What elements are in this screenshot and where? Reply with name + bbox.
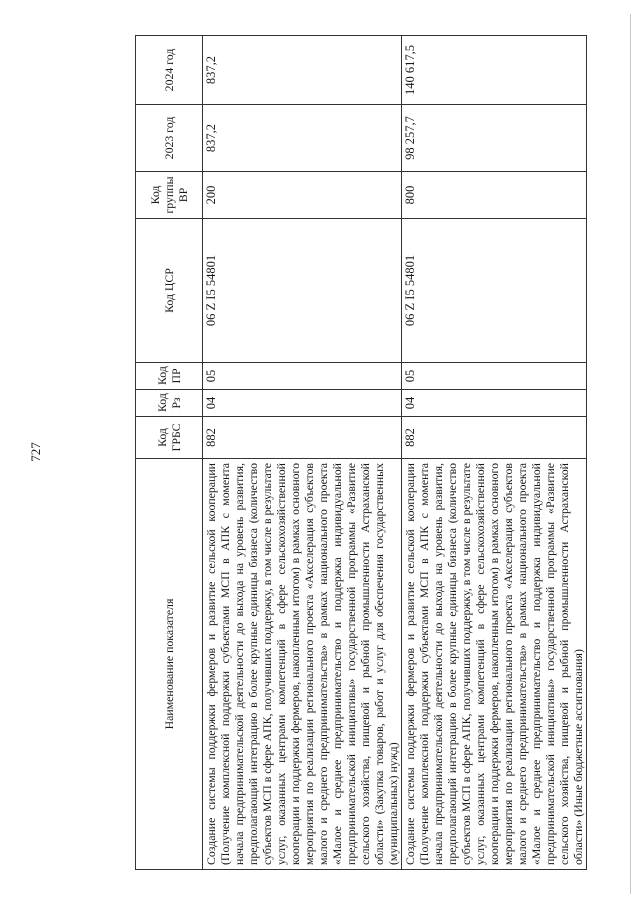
table-row [402,36,587,870]
header-pr: Код ПР [136,363,203,390]
page-number: 727 [28,442,43,462]
header-rz: Код Рз [136,390,203,417]
budget-table [135,35,587,870]
header-year-2024: 2024 год [136,36,203,105]
pr-code: 05 [203,363,402,390]
amount-2023: 98 257,7 [402,105,587,172]
vr-code: 200 [203,172,402,219]
amount-2024: 140 617,5 [402,36,587,105]
header-name: Наименование показателя [136,459,203,870]
rz-code: 04 [402,390,587,417]
amount-2023: 837,2 [203,105,402,172]
header-year-2023: 2023 год [136,105,203,172]
pr-code: 05 [402,363,587,390]
header-grbs: Код ГРБС [136,417,203,459]
csr-code: 06 Z I5 54801 [203,219,402,363]
csr-code: 06 Z I5 54801 [402,219,587,363]
indicator-name: Создание системы поддержки фермеров и развитие сельской кооперации (Получение комплексной поддержки субъектами МСП в АПК с момента начала предпринимательской деятельности до выхода на уровень развития, предполагающий интеграцию в более крупные единицы бизнеса (количество субъектов МСП в сфере АПК, получивших поддержку, в том числе в результате услуг, оказанных центрами компетенций в сфере сельскохозяйственной кооперации и поддержки фермеров, накопленным итогом) в рамках основного мероприятия по реализации регионального проекта «Акселерация субъектов малого и среднего предпринимательства» в рамках национального проекта «Малое и среднее предпринимательство и поддержка индивидуальной предпринимательской инициативы» государственной программы «Развитие сельского хозяйства, пищевой и рыбной промышленности Астраханской области» (Закупка товаров, работ и услуг для обеспечения государственных (муниципальных) нужд) [203,459,402,870]
grbs-code: 882 [203,417,402,459]
table-header [136,36,203,870]
indicator-name: Создание системы поддержки фермеров и развитие сельской кооперации (Получение комплексной поддержки субъектами МСП в АПК с момента начала предпринимательской деятельности до выхода на уровень развития, предполагающий интеграцию в более крупные единицы бизнеса (количество субъектов МСП в сфере АПК, получивших поддержку, в том числе в результате услуг, оказанных центрами компетенций в сфере сельскохозяйственной кооперации и поддержки фермеров, накопленным итогом) в рамках основного мероприятия по реализации регионального проекта «Акселерация субъектов малого и среднего предпринимательства» в рамках национального проекта «Малое и среднее предпринимательство и поддержка индивидуальной предпринимательской инициативы» государственной программы «Развитие сельского хозяйства, пищевой и рыбной промышленности Астраханской области» (Иные бюджетные ассигнования) [402,459,587,870]
amount-2024: 837,2 [203,36,402,105]
rz-code: 04 [203,390,402,417]
vr-code: 800 [402,172,587,219]
header-csr: Код ЦСР [136,219,203,363]
header-vr: Код группы ВР [136,172,203,219]
grbs-code: 882 [402,417,587,459]
table-row [203,36,402,870]
